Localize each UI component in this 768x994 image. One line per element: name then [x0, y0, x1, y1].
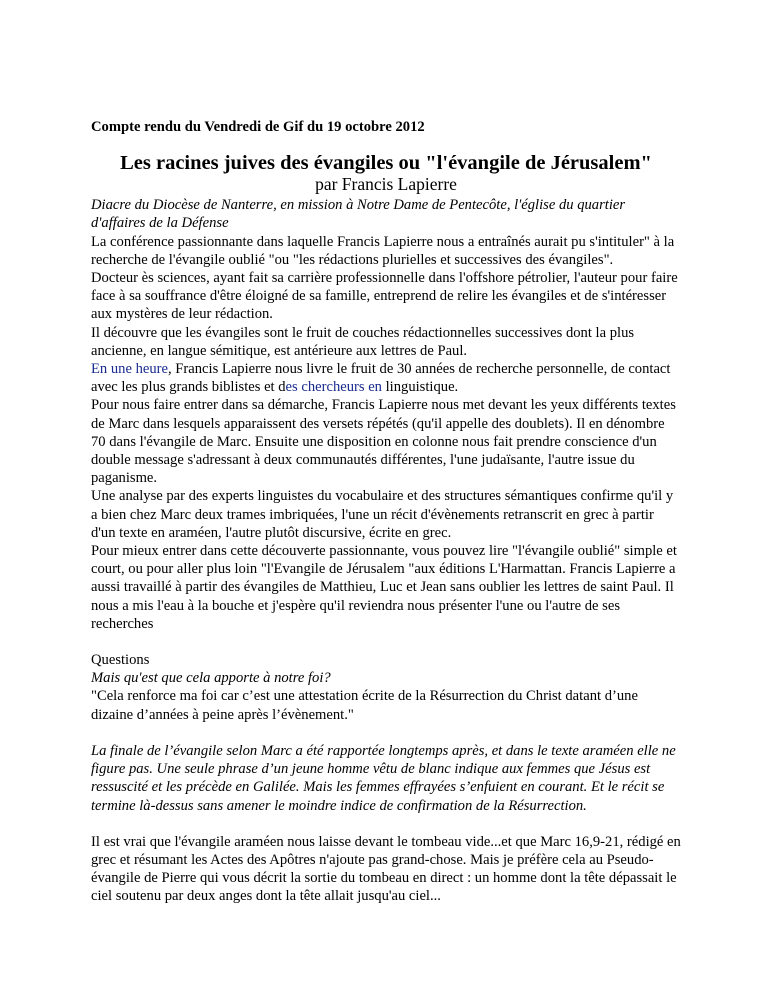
paragraph-one-hour-text-a: , Francis Lapierre nous livre le fruit de 30 années de recherche personnelle, de contact avec les plus grands biblistes et d	[91, 361, 671, 396]
author-subtitle: Diacre du Diocèse de Nanterre, en mission à Notre Dame de Pentecôte, l'église du quartier d'affaires de la Défense	[91, 197, 626, 232]
main-title: Les racines juives des évangiles ou "l'évangile de Jérusalem"	[120, 152, 652, 175]
paragraph-author-background: Docteur ès sciences, ayant fait sa carrière professionnelle dans l'offshore pétrolier, l'auteur pour faire face à sa souffrance d'être éloigné de sa famille, entreprend de relire les évangiles et de s'intéresser aux mystères de leur rédaction.	[91, 270, 678, 323]
report-title: Compte rendu du Vendredi de Gif du 19 octobre 2012	[91, 119, 425, 135]
paragraph-conference: La conférence passionnante dans laquelle Francis Lapierre nous a entraînés aurait pu s'intituler" à la recherche de l'évangile oublié "ou "les rédactions plurielles et successives des évangiles".	[91, 233, 675, 268]
paragraph-reading: Pour mieux entrer dans cette découverte passionnante, vous pouvez lire "l'évangile oublié" simple et court, ou pour aller plus loin "l'Evangile de Jérusalem "aux éditions L'Harmattan. Francis Lapierre a aussi travaillé à partir des évangiles de Matthieu, Luc et Jean sans oublier les lettres de saint Paul. Il nous a mis l'eau à la bouche et j'espère qu'il reviendra nous présenter l'une ou l'autre de ses recherches	[91, 543, 677, 632]
document-page	[91, 118, 681, 906]
link-en-une-heure[interactable]: En une heure	[91, 361, 168, 378]
answer-1: "Cela renforce ma foi car c’est une attestation écrite de la Résurrection du Christ datant d’une dizaine d’années à peine après l’évènement."	[91, 688, 638, 723]
link-chercheurs[interactable]: es chercheurs en	[285, 379, 382, 396]
paragraph-analysis: Une analyse par des experts linguistes du vocabulaire et des structures sémantiques confirme qu'il y a bien chez Marc deux trames imbriquées, l'une un récit d'évènements retranscrit en grec à partir d'un texte en araméen, l'autre plutôt discursive, écrite en grec.	[91, 488, 674, 541]
question-1: Mais qu'est que cela apporte à notre foi?	[91, 670, 331, 687]
paragraph-discovery: Il découvre que les évangiles sont le fruit de couches rédactionnelles successives dont la plus ancienne, en langue sémitique, est antérieure aux lettres de Paul.	[91, 324, 635, 359]
answer-2: Il est vrai que l'évangile araméen nous laisse devant le tombeau vide...et que Marc 16,9-21, rédigé en grec et résumant les Actes des Apôtres n'ajoute pas grand-chose. Mais je préfère cela au Pseudo-évangile de Pierre qui vous décrit la sortie du tombeau en direct : un homme dont la tête dépassait le ciel soutenu par deux anges dont la tête allait jusqu'au ciel...	[91, 833, 681, 905]
questions-heading: Questions	[91, 652, 150, 669]
paragraph-one-hour	[91, 360, 681, 396]
paragraph-one-hour-text-b: linguistique.	[381, 379, 459, 396]
author-line: par Francis Lapierre	[315, 174, 457, 195]
paragraph-doublets: Pour nous faire entrer dans sa démarche, Francis Lapierre nous met devant les yeux différents textes de Marc dans lesquels apparaissent des versets répétés (qu'il appelle des doublets). Il en dénombre 70 dans l'évangile de Marc. Ensuite une disposition en colonne nous fait prendre conscience d'un double message s'adressant à deux communautés différentes, l'une judaïsante, l'autre issue du paganisme.	[91, 397, 676, 487]
question-2: La finale de l’évangile selon Marc a été rapportée longtemps après, et dans le texte araméen elle ne figure pas. Une seule phrase d’un jeune homme vêtu de blanc indique aux femmes que Jésus est ressuscité et les précède en Galilée. Mais les femmes effrayées s’enfuient en courant. Et le récit se termine là-dessus sans amener le moindre indice de confirmation de la Résurrection.	[91, 742, 676, 814]
